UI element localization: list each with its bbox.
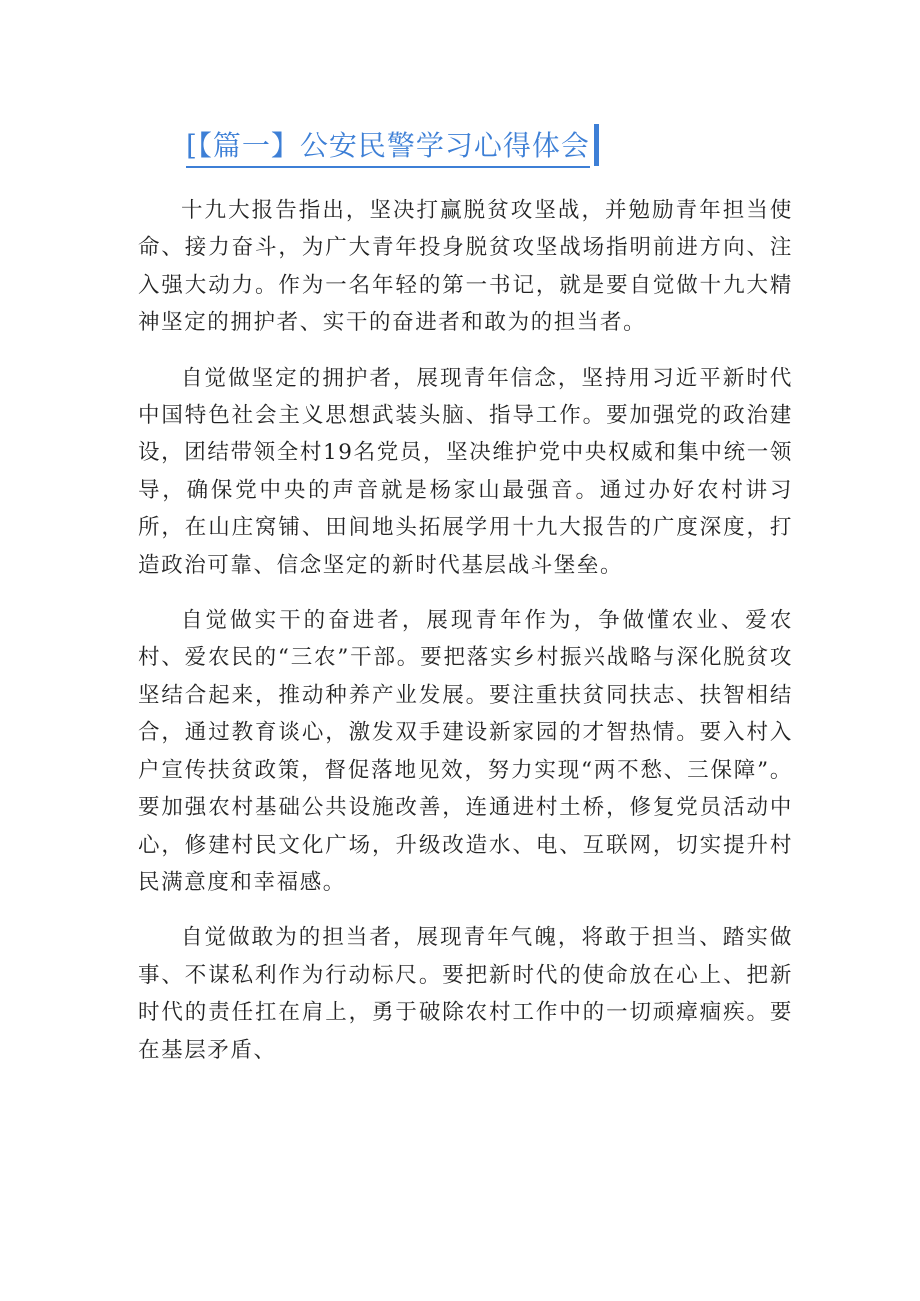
paragraph: 十九大报告指出，坚决打赢脱贫攻坚战，并勉励青年担当使命、接力奋斗，为广大青年投身脱贫攻坚战场指明前进方向、注入强大动力。作为一名年轻的第一书记，就是要自觉做十九大精神坚定的拥护者、实干的奋进者和敢为的担当者。 — [138, 198, 793, 336]
text-cursor — [594, 124, 599, 166]
title-block — [186, 122, 599, 168]
paragraph: 自觉做坚定的拥护者，展现青年信念，坚持用习近平新时代中国特色社会主义思想武装头脑、指导工作。要加强党的政治建设，团结带领全村19名党员，坚决维护党中央权威和集中统一领导，确保党中央的声音就是杨家山最强音。通过办好农村讲习所，在山庄窝铺、田间地头拓展学用十九大报告的广度深度，打造政治可靠、信念坚定的新时代基层战斗堡垒。 — [138, 365, 793, 578]
document-title: [【篇一】公安民警学习心得体会 — [186, 126, 590, 168]
paragraph: 自觉做敢为的担当者，展现青年气魄，将敢于担当、踏实做事、不谋私利作为行动标尺。要把新时代的使命放在心上、把新时代的责任扛在肩上，勇于破除农村工作中的一切顽瘴痼疾。要在基层矛盾、 — [138, 925, 793, 1063]
paragraph: 自觉做实干的奋进者，展现青年作为，争做懂农业、爱农村、爱农民的“三农”干部。要把落实乡村振兴战略与深化脱贫攻坚结合起来，推动种养产业发展。要注重扶贫同扶志、扶智相结合，通过教育谈心，激发双手建设新家园的才智热情。要入村入户宣传扶贫政策，督促落地见效，努力实现“两不愁、三保障”。要加强农村基础公共设施改善，连通进村土桥，修复党员活动中心，修建村民文化广场，升级改造水、电、互联网，切实提升村民满意度和幸福感。 — [138, 608, 793, 895]
document-body — [138, 192, 793, 1069]
